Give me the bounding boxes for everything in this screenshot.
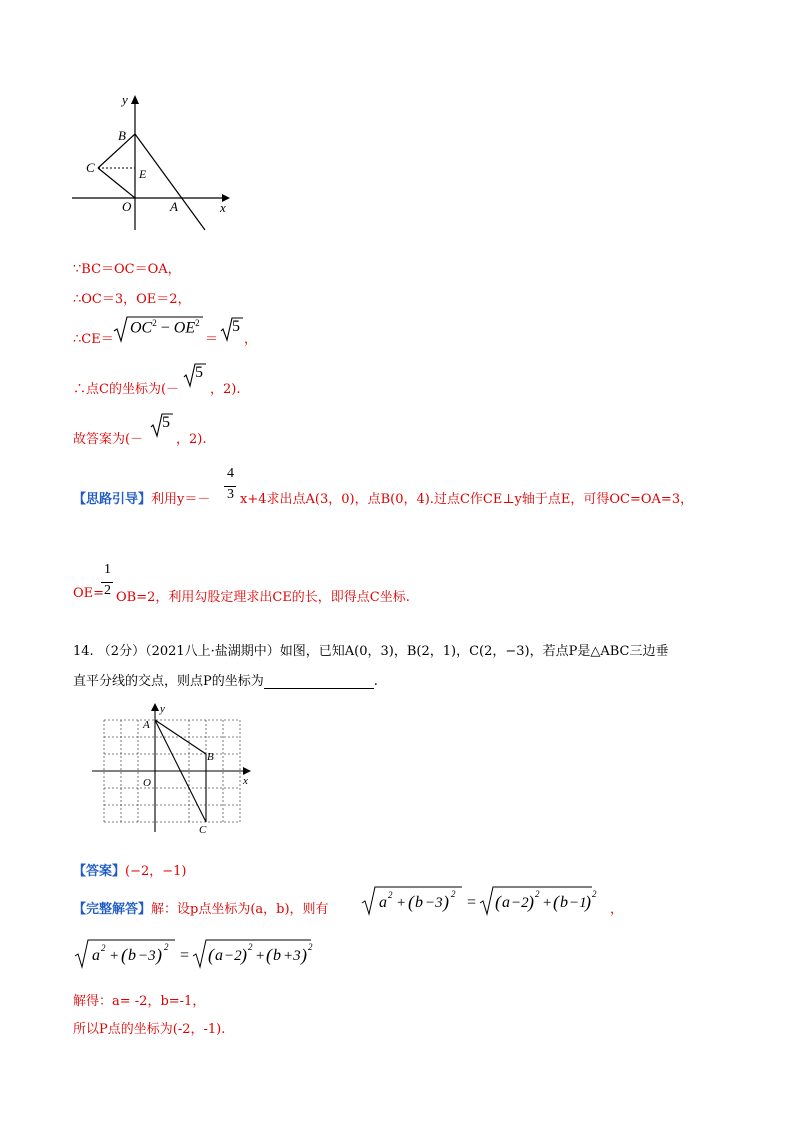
- full-solution-end: ，: [610, 902, 624, 917]
- svg-text:2: 2: [592, 889, 597, 899]
- svg-text:2: 2: [388, 890, 393, 900]
- svg-text:2: 2: [248, 942, 253, 952]
- svg-text:−2: −2: [224, 948, 242, 964]
- answer-tag: 【答案】: [73, 864, 126, 879]
- fig1-label-A: A: [170, 199, 178, 214]
- sol13-line3: [73, 328, 114, 347]
- svg-text:2: 2: [164, 942, 169, 952]
- sol13-line4-prefix: ∴点C的坐标为(－: [73, 382, 180, 397]
- svg-text:(: (: [266, 945, 272, 965]
- svg-text:−3: −3: [425, 895, 443, 911]
- sol13-line2: ∴OC＝3，OE＝2，: [73, 292, 191, 307]
- figure-1-coordinate-diagram: [60, 90, 240, 240]
- figure-2-grid-diagram: [88, 700, 258, 840]
- equation-2: [73, 936, 323, 970]
- hint2-text-a: OE=: [73, 586, 105, 601]
- sol13-line4-end: ，2).: [210, 382, 241, 397]
- svg-text:b: b: [128, 947, 136, 964]
- svg-text:): ): [443, 892, 449, 912]
- svg-text:−2: −2: [511, 895, 529, 911]
- hint-frac-den: 3: [227, 487, 234, 502]
- fig1-label-x: x: [220, 200, 226, 215]
- hint2-text-b: OB=2，利用勾股定理求出CE的长，即得点C坐标.: [116, 590, 410, 605]
- svg-text:−3: −3: [138, 948, 156, 964]
- svg-text:=: =: [179, 947, 190, 964]
- svg-text:(: (: [495, 892, 501, 912]
- equation-1: [360, 883, 600, 917]
- svg-text:2: 2: [535, 889, 540, 899]
- ans14-answer-line: [73, 860, 187, 879]
- fig2-label-O: O: [143, 777, 151, 789]
- fig1-label-E: E: [139, 167, 147, 181]
- svg-text:a: a: [379, 894, 387, 911]
- sol13-line1: ∵BC＝OC＝OA，: [73, 262, 181, 277]
- svg-text:a: a: [215, 947, 223, 964]
- svg-text:): ): [528, 892, 534, 912]
- answer-value: (−2，−1): [125, 864, 187, 879]
- hint-tag: 【思路引导】: [73, 492, 152, 507]
- svg-text:): ): [585, 892, 591, 912]
- hint-text-a: 利用y＝－: [151, 492, 211, 507]
- svg-text:(: (: [208, 945, 214, 965]
- svg-text:): ): [301, 945, 307, 965]
- svg-text:+: +: [109, 948, 120, 964]
- q14-answer-blank: [264, 676, 374, 689]
- fig1-label-C: C: [86, 160, 95, 175]
- ans14-solve: 解得：a= -2，b=-1，: [73, 994, 206, 1009]
- full-solution-text: 解：设p点坐标为(a，b)，则有: [151, 902, 329, 917]
- svg-text:b: b: [560, 894, 568, 911]
- fig1-label-y: y: [122, 92, 128, 107]
- sol13-line3-val: 5: [232, 318, 240, 335]
- svg-text:): ): [156, 945, 162, 965]
- full-solution-tag: 【完整解答】: [73, 902, 152, 917]
- fig1-label-O: O: [122, 199, 132, 214]
- svg-text:(: (: [408, 892, 414, 912]
- svg-text:a: a: [502, 894, 510, 911]
- ans14-conclusion: 所以P点的坐标为(-2，-1).: [73, 1022, 226, 1037]
- svg-text:a: a: [92, 947, 100, 964]
- svg-text:2: 2: [101, 943, 106, 953]
- svg-text:+: +: [255, 948, 266, 964]
- fig2-label-B: B: [207, 751, 214, 763]
- svg-text:2: 2: [308, 942, 313, 952]
- svg-text:b: b: [273, 947, 281, 964]
- q14-line2: 直平分线的交点，则点P的坐标为 .: [73, 674, 378, 689]
- hint2-frac-den: 2: [104, 583, 111, 598]
- sol13-line5-val: 5: [162, 414, 170, 431]
- svg-text:−1: −1: [569, 895, 587, 911]
- fig2-label-A: A: [143, 719, 150, 731]
- sol13-line3-eq: ＝: [205, 332, 219, 347]
- svg-text:b: b: [415, 894, 423, 911]
- svg-text:+: +: [396, 895, 407, 911]
- svg-text:=: =: [466, 894, 477, 911]
- fig1-label-B: B: [118, 128, 126, 143]
- fig2-label-y: y: [160, 703, 165, 715]
- svg-text:(: (: [553, 892, 559, 912]
- hint2-frac-num: 1: [104, 562, 111, 577]
- sol13-line5-prefix: 故答案为(－: [73, 432, 144, 447]
- fig2-label-x: x: [243, 775, 248, 787]
- svg-text:+: +: [542, 895, 553, 911]
- sol13-line3-radicand: $OC^2 - OE^2$: [130, 318, 200, 337]
- svg-text:2: 2: [451, 889, 456, 899]
- sol13-line4-val: 5: [195, 364, 203, 381]
- sol13-line3-end: ，: [244, 332, 258, 347]
- ans14-full-line: [73, 898, 329, 917]
- q14-line1: 14. （2分）（2021八上·盐湖期中）如图，已知A(0，3)，B(2，1)，C(2，−3)，若点P是△ABC三边垂: [73, 644, 669, 659]
- sol13-line5-end: ，2).: [176, 432, 207, 447]
- hint-text-b: x+4求出点A(3，0)，点B(0，4).过点C作CE⊥y轴于点E，可得OC=OA=3，: [240, 492, 694, 507]
- svg-text:(: (: [121, 945, 127, 965]
- sol13-line3-prefix: ∴CE＝: [73, 332, 114, 347]
- svg-text:): ): [241, 945, 247, 965]
- svg-text:+3: +3: [283, 948, 301, 964]
- fig2-label-C: C: [199, 824, 207, 836]
- hint-frac-num: 4: [227, 466, 234, 481]
- hint-line1: [73, 488, 210, 507]
